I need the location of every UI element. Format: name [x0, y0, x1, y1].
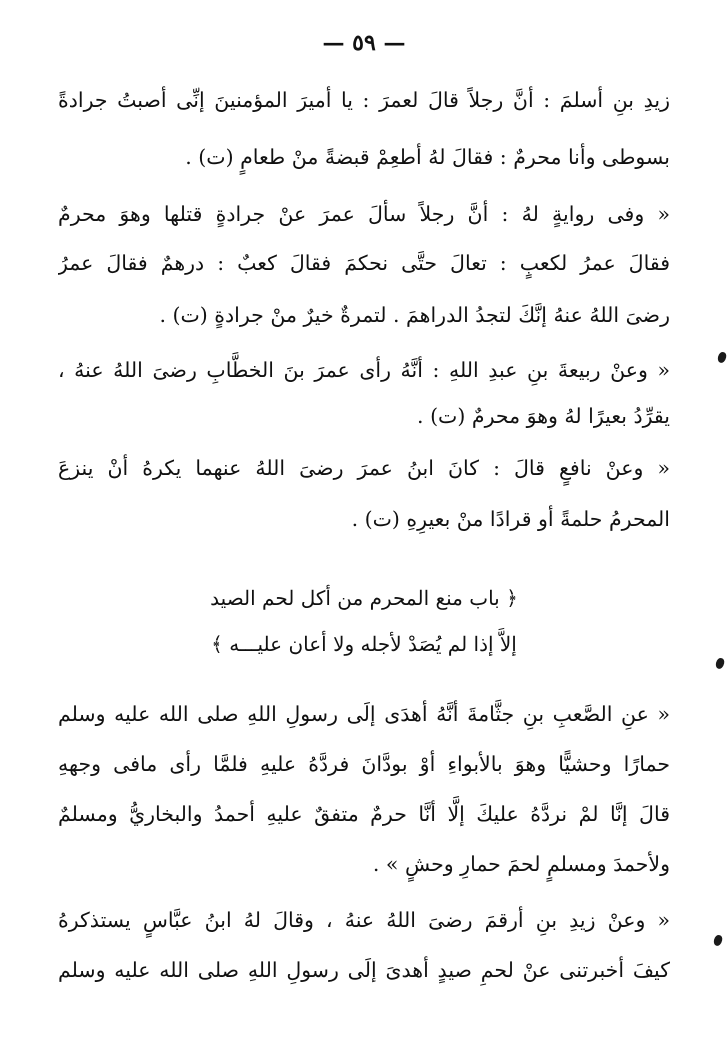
text-line: فقالَ عمرُ لكعبٍ : تعالَ حتَّى نحكمَ فقالَ كعبٌ : درهمٌ فقالَ عمرُ — [58, 251, 670, 275]
text-line: ولأحمدَ ومسلمٍ لحمَ حمارِ وحشٍ » . — [372, 852, 670, 876]
text-line: « عنِ الصَّعبِ بنِ جثَّامةَ أنَّهُ أهدَى إلَى رسولِ اللهِ صلى الله عليه وسلم — [58, 702, 670, 726]
text-line: رضىَ اللهُ عنهُ إنَّكَ لتجدُ الدراهمَ . لتمرةٌ خيرٌ منْ جرادةٍ (ت) . — [159, 303, 670, 327]
text-line: المحرمُ حلمةً أو قرادًا منْ بعيرِهِ (ت) . — [351, 507, 670, 531]
text-line: زيدِ بنِ أسلمَ : أنَّ رجلاً قالَ لعمرَ : يا أميرَ المؤمنينَ إنِّى أصبتُ جرادةً — [58, 88, 670, 112]
text-line: يقرِّدُ بعيرًا لهُ وهوَ محرمٌ (ت) . — [417, 404, 670, 428]
text-line: بسوطى وأنا محرمٌ : فقالَ لهُ أطعِمْ قبضةً منْ طعامٍ (ت) . — [185, 145, 670, 169]
page-number: — ٥٩ — — [322, 30, 406, 56]
text-line: كيفَ أخبرتنى عنْ لحمِ صيدٍ أهدىَ إلَى رسولِ اللهِ صلى الله عليه وسلم — [58, 958, 670, 982]
text-line: حمارًا وحشيًّا وهوَ بالأبواءِ أوْ بودَّانَ فردَّهُ عليهِ فلمَّا رأى مافى وجههِ — [58, 752, 670, 776]
text-line: « وعنْ زيدِ بنِ أرقمَ رضىَ اللهُ عنهُ ، وقالَ لهُ ابنُ عبَّاسٍ يستذكرهُ — [58, 908, 670, 932]
scan-mark — [717, 351, 727, 363]
text-line: « وعنْ نافعٍ قالَ : كانَ ابنُ عمرَ رضىَ اللهُ عنهما يكرهُ أنْ ينزعَ — [58, 456, 670, 480]
scan-mark — [713, 934, 723, 946]
chapter-heading-line-1: ﴿ باب منع المحرم من أكل لحم الصيد — [210, 586, 518, 610]
text-line: قالَ إنَّا لمْ نردَّهُ عليكَ إلَّا أنَّا حرمٌ متفقٌ عليهِ أحمدُ والبخاريُّ ومسلمٌ — [58, 802, 670, 826]
scan-mark — [715, 657, 725, 669]
text-line: « وعنْ ربيعةَ بنِ عبدِ اللهِ : أنَّهُ رأى عمرَ بنَ الخطَّابِ رضىَ اللهُ عنهُ ، — [58, 358, 670, 382]
chapter-heading-line-2: إلاَّ إذا لم يُصَدْ لأجله ولا أعان عليـــه ﴾ — [211, 632, 517, 656]
text-line: « وفى روايةٍ لهُ : أنَّ رجلاً سألَ عمرَ عنْ جرادةٍ قتلها وهوَ محرمٌ — [58, 202, 670, 226]
